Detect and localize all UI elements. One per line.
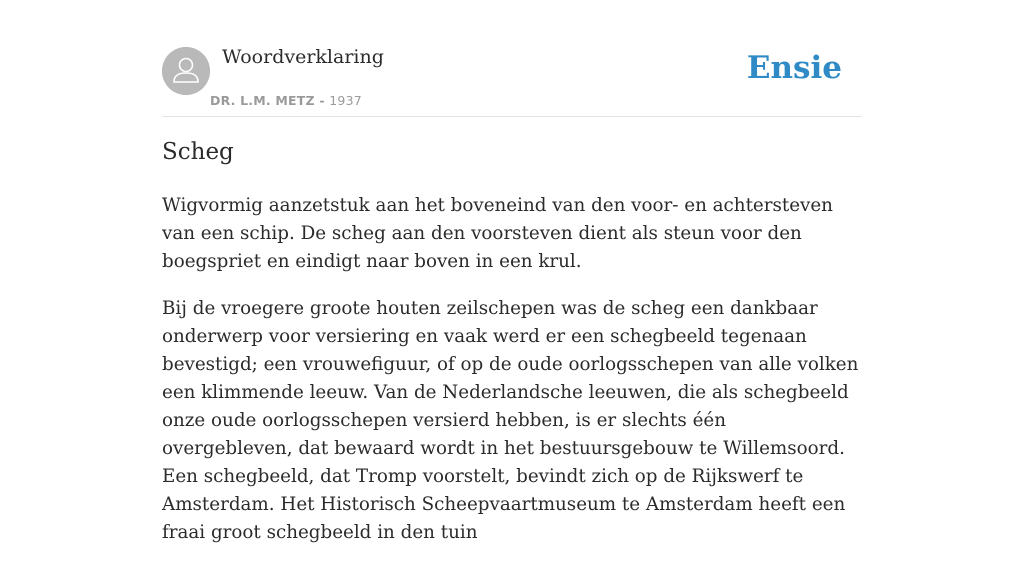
user-icon[interactable] [162,47,210,95]
meta-separator: - [314,93,330,108]
source-title[interactable]: Woordverklaring [222,46,384,68]
page-container [162,0,862,543]
paragraph: Wigvormig aanzetstuk aan het boveneind van den voor- en achtersteven van een schip. De scheg aan den voorsteven dient als steun voor den boegspriet en eindigt naar boven in een krul. [162,195,833,272]
brand-logo[interactable]: Ensie [746,50,842,86]
paragraph: Bij de vroegere groote houten zeilschepen was de scheg een dankbaar onderwerp voor versiering en vaak werd er een schegbeeld tegenaan bevestigd; een vrouwefiguur, of op de oude oorlogsschepen van alle volken een klimmende leeuw. Van de Nederlandsche leeuwen, die als schegbeeld onze oude oorlogsschepen versierd hebben, is er slechts één overgebleven, dat bewaard wordt in het bestuursgebouw te Willemsoord. Een schegbeeld, dat Tromp voorstelt, bevindt zich op de Rijkswerf te Amsterdam. Het Historisch Scheepvaartmuseum te Amsterdam heeft een fraai groot schegbeeld in den tuin [162,298,859,543]
source-header [162,0,862,117]
entry-title: Scheg [162,139,234,165]
publication-year: 1937 [329,93,362,108]
source-author-year[interactable] [210,93,362,108]
entry-body [162,192,862,566]
author-name: DR. L.M. METZ [210,93,315,108]
